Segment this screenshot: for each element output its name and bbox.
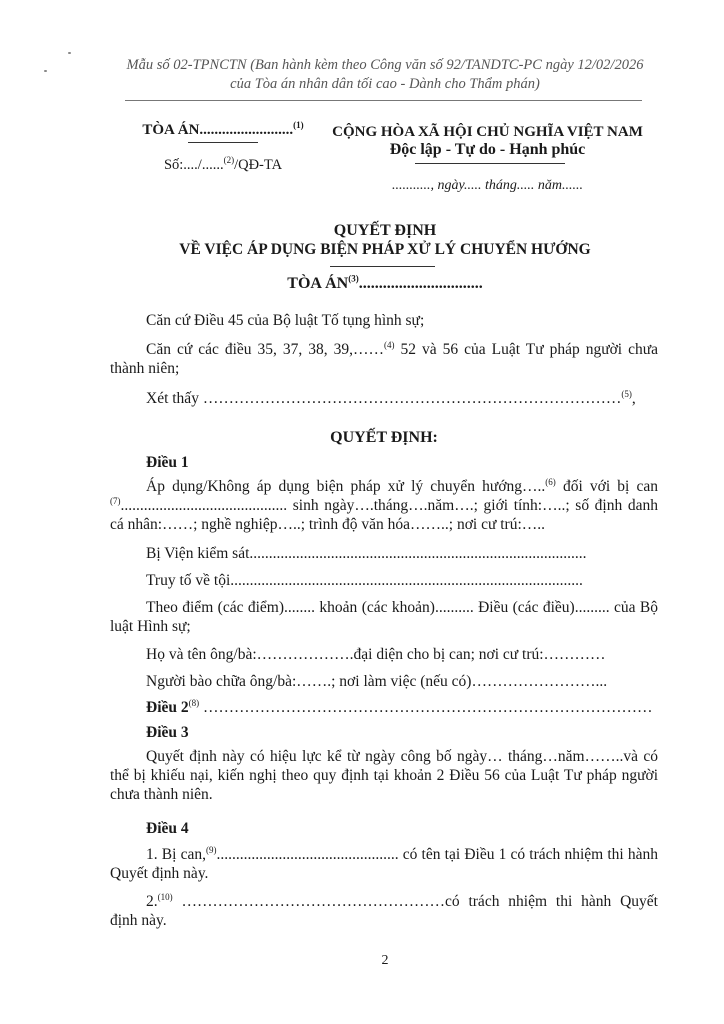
article-2 bbox=[110, 698, 658, 717]
place-date-line: ..........., ngày..... tháng..... năm...... bbox=[392, 178, 583, 193]
issuing-court-name: TÒA ÁN......................... bbox=[142, 122, 294, 138]
article-4-item-1-b: ............................................... có tên tại Điều 1 có trách nhiệm thi hành Quyết định này. bbox=[110, 846, 659, 882]
preamble-considering-end: , bbox=[631, 390, 636, 407]
preamble-basis-2-a: Căn cứ các điều 35, 37, 38, 39,…… bbox=[146, 341, 385, 358]
article-1-procuracy: Bị Viện kiểm sát....................................................................................... bbox=[146, 545, 587, 562]
preamble-basis-2 bbox=[110, 340, 658, 378]
article-4-item-1-a: 1. Bị can, bbox=[146, 846, 206, 863]
deciding-court-blank: ............................... bbox=[358, 275, 483, 292]
article-1-legal-basis: Theo điểm (các điểm)........ khoản (các khoản).......... Điều (các điều)......... của Bộ luật Hình sự; bbox=[110, 599, 658, 635]
article-1-text-b: đối với bị can bbox=[555, 478, 659, 495]
document-subtitle: VỀ VIỆC ÁP DỤNG BIỆN PHÁP XỬ LÝ CHUYỂN HƯỚNG bbox=[179, 241, 591, 258]
document-title: QUYẾT ĐỊNH bbox=[333, 222, 437, 239]
title-divider bbox=[330, 266, 435, 267]
scan-speck bbox=[68, 52, 71, 54]
article-4-item-2 bbox=[110, 892, 658, 930]
article-1-heading: Điều 1 bbox=[146, 454, 189, 471]
header-divider bbox=[125, 100, 642, 101]
article-1-text-a: Áp dụng/Không áp dụng biện pháp xử lý chuyển hướng….. bbox=[146, 478, 546, 495]
preamble-considering bbox=[110, 389, 658, 408]
article-1-charge: Truy tố về tội........................................................................................... bbox=[146, 572, 583, 589]
footnote-ref: (7) bbox=[110, 495, 121, 506]
decision-number-prefix: Số:..../...... bbox=[163, 157, 224, 173]
footnote-ref: (5) bbox=[621, 388, 632, 399]
national-motto: Độc lập - Tự do - Hạnh phúc bbox=[389, 141, 586, 158]
court-underline bbox=[188, 142, 258, 143]
article-3-heading: Điều 3 bbox=[146, 724, 189, 741]
motto-underline bbox=[415, 163, 565, 164]
deciding-court bbox=[100, 275, 670, 293]
article-2-blank: …………………………………………………………………………… bbox=[199, 699, 653, 716]
article-2-heading: Điều 2 bbox=[146, 699, 189, 716]
footnote-ref: (9) bbox=[205, 844, 217, 855]
footnote-ref: (2) bbox=[223, 155, 235, 166]
deciding-court-label: TÒA ÁN bbox=[287, 275, 349, 292]
form-header-note bbox=[100, 56, 670, 94]
footnote-ref: (8) bbox=[188, 697, 200, 708]
article-4-item-1 bbox=[110, 845, 658, 883]
article-3-paragraph: Quyết định này có hiệu lực kể từ ngày công bố ngày… tháng…năm……..và có thể bị khiếu nại, kiến nghị theo quy định tại khoản 2 Điều 56 của Luật Tư pháp người chưa thành niên. bbox=[110, 748, 658, 803]
article-4-item-2-a: 2. bbox=[146, 893, 158, 910]
decision-number bbox=[118, 157, 328, 174]
national-title: CỘNG HÒA XÃ HỘI CHỦ NGHĨA VIỆT NAM bbox=[332, 124, 643, 140]
footnote-ref: (4) bbox=[384, 339, 395, 350]
preamble-basis-2-b: 52 và 56 của Luật Tư pháp người chưa thành niên; bbox=[110, 341, 659, 377]
article-1-paragraph bbox=[110, 477, 658, 534]
page-number: 2 bbox=[381, 953, 389, 968]
footnote-ref: (3) bbox=[348, 273, 359, 284]
form-header-line1: Mẫu số 02-TPNCTN (Ban hành kèm theo Công văn số 92/TANDTC-PC ngày 12/02/2026 bbox=[126, 57, 644, 73]
article-4-heading: Điều 4 bbox=[146, 820, 189, 837]
article-4-item-2-b: ……………………………………………có trách nhiệm thi hành Quyết định này. bbox=[110, 893, 658, 929]
preamble-considering-text: Xét thấy ……………………………………………………………………… bbox=[146, 390, 622, 407]
footnote-ref: (1) bbox=[293, 120, 304, 130]
article-1-representative: Họ và tên ông/bà:……………….đại diện cho bị can; nơi cư trú:………… bbox=[146, 646, 606, 663]
article-1-text-c: ........................................... sinh ngày….tháng….năm….; giới tính:…..; số định danh cá nhân:……; nghề nghiệp…..; trình độ văn hóa……..; nơi cư trú:….. bbox=[110, 497, 658, 533]
issuing-court bbox=[118, 122, 328, 139]
decision-heading: QUYẾT ĐỊNH: bbox=[330, 429, 438, 446]
form-header-line2: của Tòa án nhân dân tối cao - Dành cho Thẩm phán) bbox=[230, 76, 540, 92]
footnote-ref: (10) bbox=[157, 891, 173, 902]
preamble-basis-1: Căn cứ Điều 45 của Bộ luật Tố tụng hình sự; bbox=[146, 312, 425, 329]
article-1-defender: Người bào chữa ông/bà:…….; nơi làm việc (nếu có)……………………... bbox=[146, 673, 608, 690]
scan-speck bbox=[44, 70, 47, 72]
decision-number-suffix: /QĐ-TA bbox=[234, 157, 283, 173]
footnote-ref: (6) bbox=[545, 476, 556, 487]
